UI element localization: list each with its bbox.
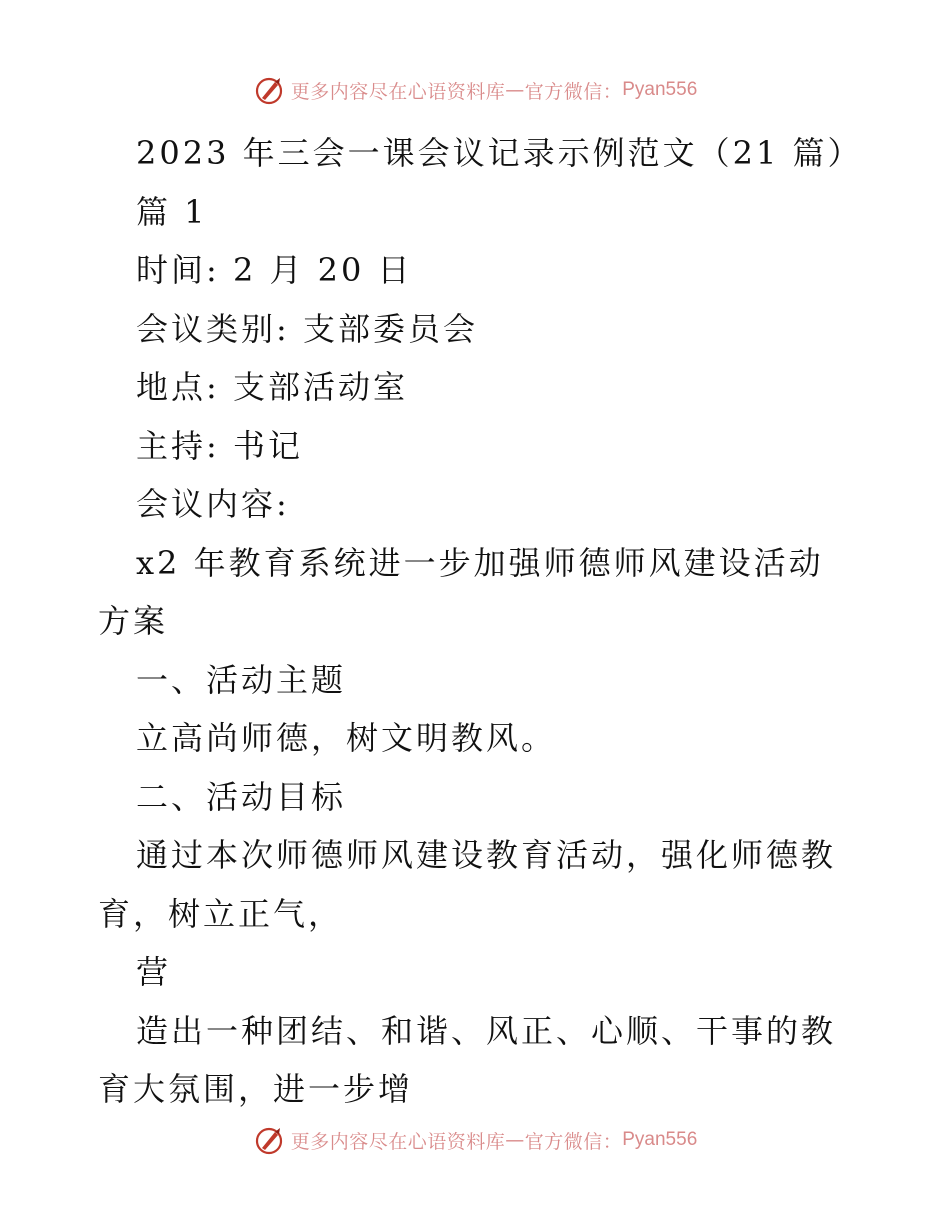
- activity-goal-paragraph-2: 营: [136, 953, 172, 991]
- header-watermark: [0, 70, 950, 110]
- meeting-content-label: 会议内容:: [136, 485, 290, 523]
- plan-title: x2 年教育系统进一步加强师德师风建设活动方案: [98, 543, 824, 640]
- watermark-contact-text: 官方微信：: [524, 80, 623, 103]
- watermark-separator: —: [505, 79, 525, 101]
- watermark-account: Pyan556: [622, 1129, 698, 1150]
- document-title: 2023 年三会一课会议记录示例范文（21 篇）: [136, 134, 863, 172]
- section-label: 篇 1: [136, 192, 208, 231]
- meeting-category: 会议类别: 支部委员会: [136, 309, 478, 348]
- activity-goal-paragraph-3: 造出一种团结、和谐、风正、心顺、干事的教育大氛围，进一步增: [98, 1011, 837, 1108]
- watermark-contact-text: 官方微信：: [524, 1130, 623, 1153]
- heading-activity-goal: 二、活动目标: [136, 777, 347, 816]
- meeting-time: 时间: 2 月 20 日: [136, 251, 413, 289]
- watermark-site-text: 更多内容尽在心语资料库: [290, 1130, 506, 1153]
- heading-activity-theme: 一、活动主题: [136, 660, 347, 699]
- watermark-site-text: 更多内容尽在心语资料库: [290, 80, 506, 103]
- document-body: [98, 124, 863, 1119]
- activity-goal-paragraph-1: 通过本次师德师风建设教育活动，强化师德教育，树立正气，: [98, 836, 837, 933]
- watermark-account: Pyan556: [622, 79, 698, 100]
- activity-theme-text: 立高尚师德，树文明教风。: [136, 719, 557, 757]
- footer-watermark: [0, 1120, 950, 1160]
- quill-pen-logo-icon: [253, 1124, 285, 1156]
- quill-pen-logo-icon: [253, 74, 285, 106]
- meeting-location: 地点: 支部活动室: [136, 368, 408, 406]
- watermark-separator: —: [505, 1129, 525, 1151]
- meeting-host: 主持: 书记: [136, 426, 303, 465]
